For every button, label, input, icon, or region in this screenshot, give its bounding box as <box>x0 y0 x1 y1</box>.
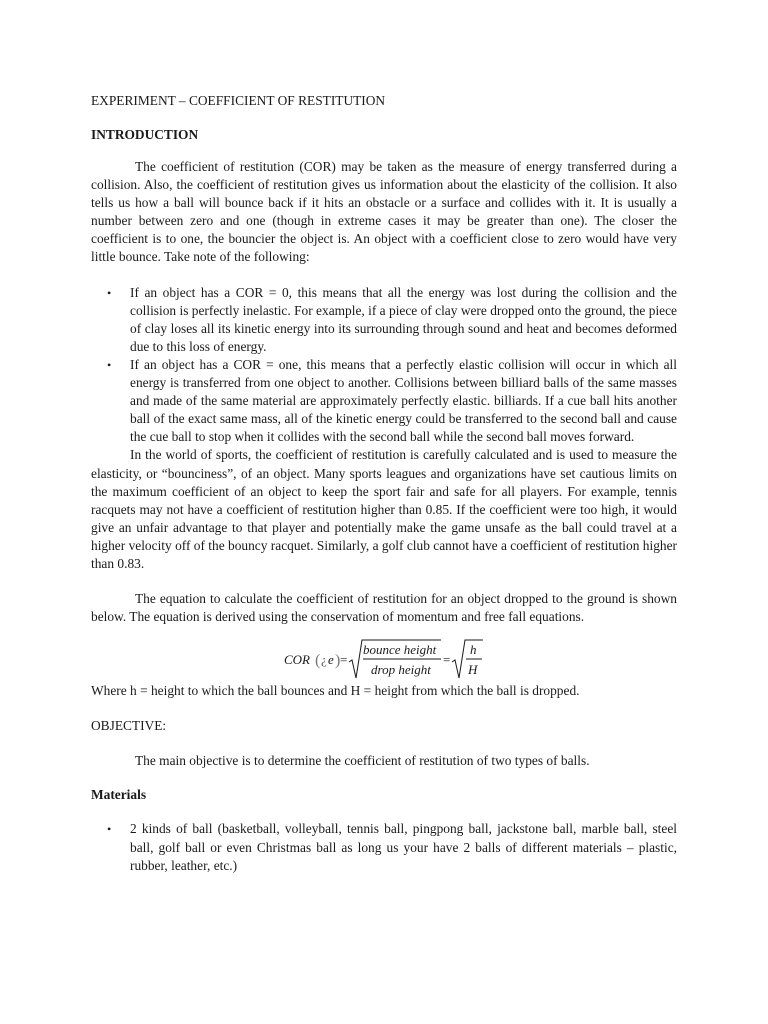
list-item <box>91 284 677 356</box>
document-page <box>91 92 677 875</box>
cor-bullet-list <box>91 284 677 447</box>
bullet-icon: • <box>107 285 112 300</box>
formula-equals-2: = <box>443 652 451 668</box>
formula-lhs: COR <box>284 652 310 668</box>
equation-paragraph: The equation to calculate the coefficient of restitution for an object dropped to the ground is shown below. The equation is derived using the conservation of momentum and free fall equations. <box>91 591 677 625</box>
formula-garbled-char: ¿ <box>321 652 327 668</box>
formula-den1: drop height <box>371 662 431 678</box>
materials-heading: Materials <box>91 787 147 803</box>
bullet-text: If an object has a COR = 0, this means that all the energy was lost during the collision and the collision is perfectly inelastic. For example, if a piece of clay were dropped onto the ground, the piece of clay loses all its kinetic energy into its surrounding through sound and heat and becomes deformed due to this loss of energy. <box>130 284 677 354</box>
cor-formula <box>91 638 677 682</box>
introduction-heading: INTRODUCTION <box>91 127 199 142</box>
formula-paren-close: ) <box>335 652 341 670</box>
formula-equals: = <box>340 652 348 668</box>
bullet-icon: • <box>107 822 112 837</box>
bullet-text: If an object has a COR = one, this means that a perfectly elastic collision will occur in which all energy is transferred from one object to another. Collisions between billiard balls of the same masses and made of the same material are approximately perfectly elastic. billiards. If a cue ball hits another ball of the exact same mass, all of the kinetic energy could be transferred to the second ball and cause the cue ball to stop when it collides with the second ball while the second ball moves forward. <box>130 356 677 445</box>
list-item <box>91 356 677 446</box>
list-item <box>91 820 677 874</box>
formula-num2: h <box>470 642 477 658</box>
formula-num1: bounce height <box>363 642 437 658</box>
formula-where-text: Where h = height to which the ball bounces and H = height from which the ball is dropped. <box>91 683 580 699</box>
formula-paren-open: ( <box>315 652 321 670</box>
objective-heading: OBJECTIVE: <box>91 718 167 734</box>
objective-text: The main objective is to determine the coefficient of restitution of two types of balls. <box>135 753 590 769</box>
document-title: EXPERIMENT – COEFFICIENT OF RESTITUTION <box>91 93 386 108</box>
introduction-paragraph: The coefficient of restitution (COR) may be taken as the measure of energy transferred during a collision. Also, the coefficient of restitution gives us information about the elasticity of the collision. It also tells us how a ball will bounce back if it hits an obstacle or a surface and collides with it. It is usually a number between zero and one (though in extreme cases it may be greater than one). The closer the coefficient is to one, the bouncier the object is. An object with a coefficient close to zero would have very little bounce. Take note of the following: <box>91 159 677 265</box>
formula-den2: H <box>468 662 478 678</box>
materials-bullet-list <box>91 820 677 874</box>
sports-paragraph: In the world of sports, the coefficient of restitution is carefully calculated and is used to measure the elasticity, or “bounciness”, of an object. Many sports leagues and organizations have set cautious limits on the maximum coefficient of an object to keep the sport fair and safe for all players. For example, tennis racquets may not have a coefficient of restitution higher than 0.85. If the coefficient were too high, it would give an unfair advantage to that player and potentially make the game unsafe as the ball could travel at a higher velocity off of the bouncy racquet. Similarly, a golf club cannot have a coefficient of restitution higher than 0.83. <box>91 447 677 571</box>
bullet-icon: • <box>107 357 112 372</box>
formula-e: e <box>328 652 334 668</box>
bullet-text: 2 kinds of ball (basketball, volleyball, tennis ball, pingpong ball, jackstone ball, marble ball, steel ball, golf ball or even Christmas ball as long us your have 2 balls of different materials – plastic, rubber, leather, etc.) <box>130 821 677 873</box>
formula-graphic <box>279 638 499 682</box>
